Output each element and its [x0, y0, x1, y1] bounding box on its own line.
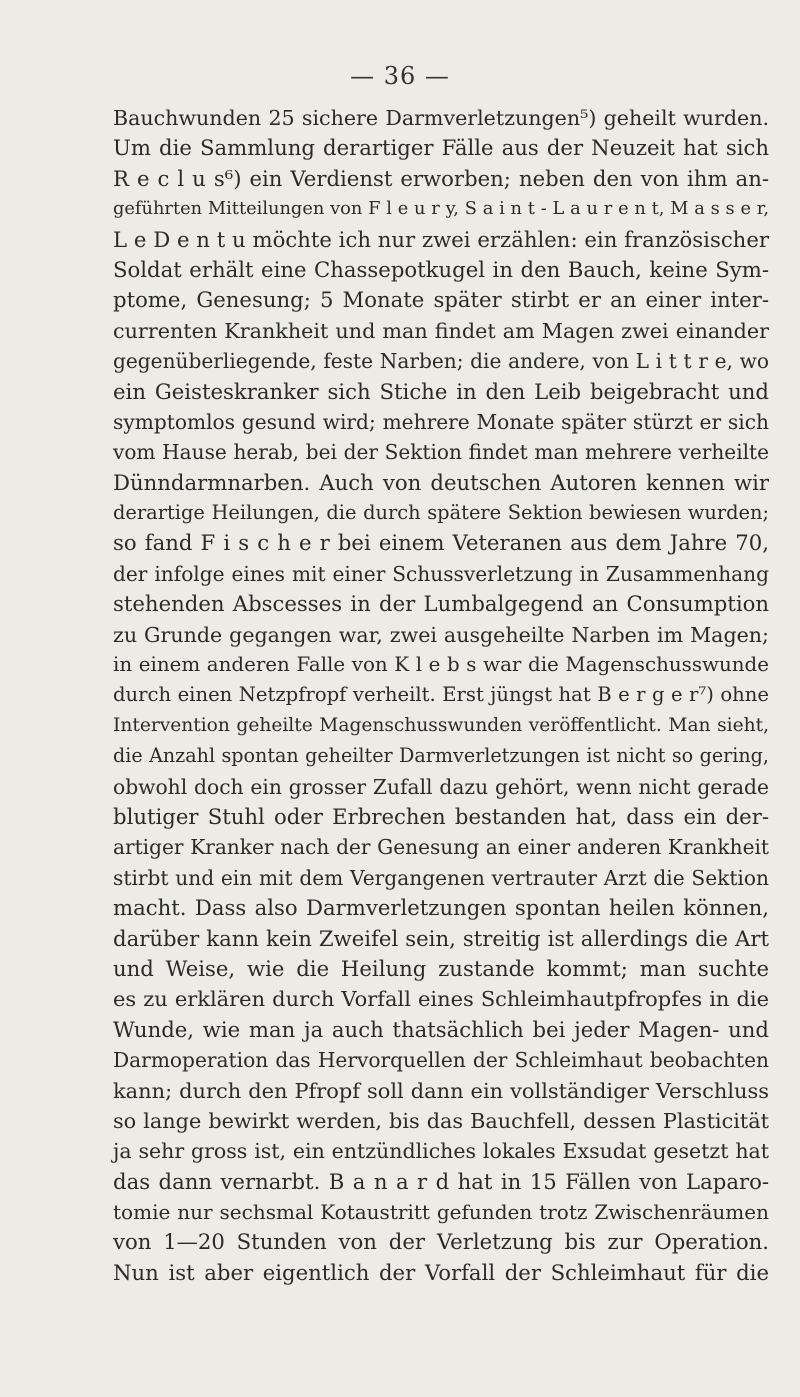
text-line: das dann vernarbt. B a n a r d hat in 15 Fällen von Laparo-	[113, 1168, 769, 1194]
text-line: R e c l u s⁶) ein Verdienst erworben; neben den von ihm an-	[113, 165, 769, 191]
text-line: Dünndarmnarben. Auch von deutschen Autoren kennen wir	[113, 469, 769, 495]
text-line: und Weise, wie die Heilung zustande kommt; man suchte	[113, 955, 769, 981]
text-line: obwohl doch ein grosser Zufall dazu gehört, wenn nicht gerade	[113, 774, 769, 799]
text-line: darüber kann kein Zweifel sein, streitig ist allerdings die Art	[113, 925, 769, 951]
text-line: zu Grunde gegangen war, zwei ausgeheilte Narben im Magen;	[113, 622, 769, 647]
text-line: stehenden Abscesses in der Lumbalgegend an Consumption	[113, 591, 769, 617]
text-line: symptomlos gesund wird; mehrere Monate später stürzt er sich	[113, 409, 769, 434]
text-line: von 1—20 Stunden von der Verletzung bis zur Operation.	[113, 1229, 769, 1255]
text-line: ptome, Genesung; 5 Monate später stirbt er an einer inter-	[113, 287, 769, 313]
text-line: L e D e n t u möchte ich nur zwei erzählen: ein französischer	[113, 226, 769, 252]
body-text	[113, 103, 769, 1288]
text-line: Soldat erhält eine Chassepotkugel in den Bauch, keine Sym-	[113, 256, 769, 282]
text-line: Wunde, wie man ja auch thatsächlich bei jeder Magen- und	[113, 1016, 769, 1042]
text-line: ein Geisteskranker sich Stiche in den Leib beigebracht und	[113, 378, 769, 404]
text-line: Intervention geheilte Magenschusswunden veröffentlicht. Man sieht,	[113, 714, 769, 736]
text-line: kann; durch den Pfropf soll dann ein vollständiger Verschluss	[113, 1078, 769, 1103]
page-number: — 36 —	[350, 62, 450, 90]
text-line: so lange bewirkt werden, bis das Bauchfell, dessen Plasticität	[113, 1108, 769, 1133]
text-line: Darmoperation das Hervorquellen der Schleimhaut beobachten	[113, 1048, 769, 1073]
text-line: ja sehr gross ist, ein entzündliches lokales Exsudat gesetzt hat	[113, 1139, 769, 1164]
text-line: die Anzahl spontan geheilter Darmverletzungen ist nicht so gering,	[113, 744, 769, 768]
text-line: Nun ist aber eigentlich der Vorfall der Schleimhaut für die	[113, 1259, 769, 1285]
text-line: currenten Krankheit und man findet am Magen zwei einander	[113, 318, 769, 343]
text-line: Um die Sammlung derartiger Fälle aus der Neuzeit hat sich	[113, 135, 769, 161]
text-line: macht. Dass also Darmverletzungen spontan heilen können,	[113, 895, 769, 921]
text-line: vom Hause herab, bei der Sektion findet man mehrere verheilte	[113, 440, 769, 465]
text-line: gegenüberliegende, feste Narben; die andere, von L i t t r e, wo	[113, 349, 769, 374]
text-line: der infolge eines mit einer Schussverletzung in Zusammenhang	[113, 561, 769, 586]
text-line: so fand F i s c h e r bei einem Veteranen aus dem Jahre 70,	[113, 530, 769, 556]
text-line: derartige Heilungen, die durch spätere Sektion bewiesen wurden;	[113, 501, 769, 525]
text-line: artiger Kranker nach der Genesung an einer anderen Krankheit	[113, 835, 769, 860]
text-line: blutiger Stuhl oder Erbrechen bestanden hat, dass ein der-	[113, 803, 769, 829]
text-line: stirbt und ein mit dem Vergangenen vertrauter Arzt die Sektion	[113, 865, 769, 890]
text-line: es zu erklären durch Vorfall eines Schleimhautpfropfes in die	[113, 987, 769, 1012]
text-line: tomie nur sechsmal Kotaustritt gefunden trotz Zwischenräumen	[113, 1200, 769, 1225]
text-line: geführten Mitteilungen von F l e u r y, S a i n t - L a u r e n t, M a s s e r,	[113, 198, 769, 220]
text-line: durch einen Netzpfropf verheilt. Erst jüngst hat B e r g e r⁷) ohne	[113, 683, 769, 707]
text-line: Bauchwunden 25 sichere Darmverletzungen⁵) geheilt wurden.	[113, 106, 769, 130]
text-line: in einem anderen Falle von K l e b s war die Magenschusswunde	[113, 653, 769, 677]
